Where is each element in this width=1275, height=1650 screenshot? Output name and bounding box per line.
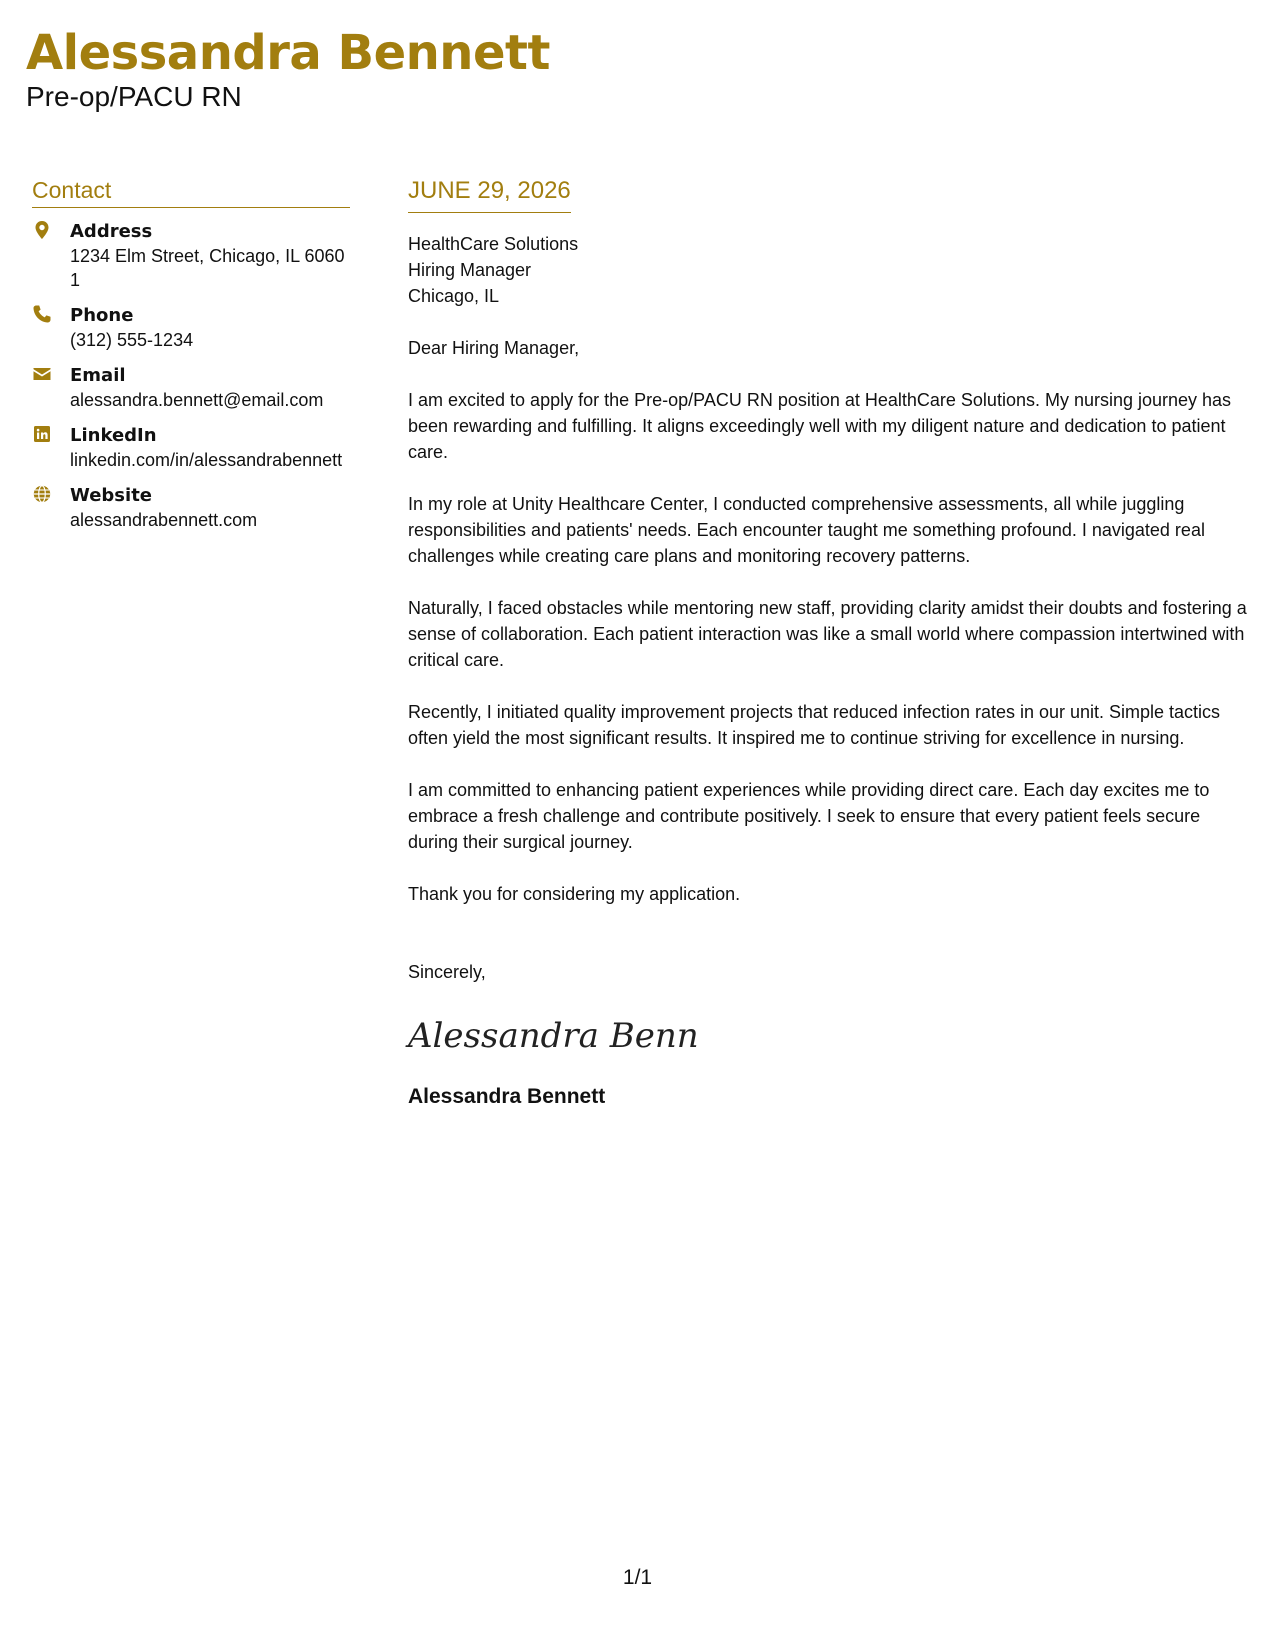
globe-icon xyxy=(32,484,56,508)
closing: Sincerely, xyxy=(408,962,486,982)
email-label: Email xyxy=(70,365,126,386)
phone-label: Phone xyxy=(70,305,134,326)
paragraph: Naturally, I faced obstacles while mentoring new staff, providing clarity amidst their doubts and fostering a sense of collaboration. Each patient interaction was like a small world where compassion intertwined with critical care. xyxy=(408,598,1247,670)
phone-value: (312) 555-1234 xyxy=(70,330,194,350)
signer-name: Alessandra Bennett xyxy=(408,1085,606,1108)
website-value: alessandrabennett.com xyxy=(70,510,258,530)
contact-list xyxy=(32,220,350,532)
linkedin-icon xyxy=(32,424,56,448)
map-pin-icon xyxy=(32,220,56,244)
letter-body xyxy=(408,176,1248,1111)
paragraph: I am committed to enhancing patient experiences while providing direct care. Each day excites me to embrace a fresh challenge and contribute positively. I seek to ensure that every patient feels secure during their surgical journey. xyxy=(408,780,1210,852)
contact-item-address xyxy=(32,220,350,292)
phone-icon xyxy=(32,304,56,328)
recipient-block xyxy=(408,231,1248,309)
contact-item-email xyxy=(32,364,350,412)
letter-date: JUNE 29, 2026 xyxy=(408,176,571,213)
linkedin-label: LinkedIn xyxy=(70,425,157,446)
contact-item-phone xyxy=(32,304,350,352)
address-label: Address xyxy=(70,221,153,242)
contact-item-linkedin xyxy=(32,424,350,472)
linkedin-value: linkedin.com/in/alessandrabennett xyxy=(70,450,343,470)
paragraph: Thank you for considering my application. xyxy=(408,884,741,904)
recipient-location: Chicago, IL xyxy=(408,286,500,306)
envelope-icon xyxy=(32,364,56,388)
applicant-name: Alessandra Bennett xyxy=(26,25,550,81)
contact-section-title: Contact xyxy=(32,176,350,208)
signature-text: Alessandra Benn xyxy=(408,1016,699,1056)
paragraph: I am excited to apply for the Pre-op/PACU RN position at HealthCare Solutions. My nursing journey has been rewarding and fulfilling. It aligns exceedingly well with my diligent nature and dedication to patient care. xyxy=(408,390,1232,462)
email-value: alessandra.bennett@email.com xyxy=(70,390,324,410)
paragraph: In my role at Unity Healthcare Center, I conducted comprehensive assessments, all while juggling responsibilities and patients' needs. Each encounter taught me something profound. I navigated real challenges while creating care plans and monitoring recovery patterns. xyxy=(408,494,1205,566)
contact-sidebar xyxy=(32,176,350,544)
recipient-company: HealthCare Solutions xyxy=(408,234,579,254)
applicant-role: Pre-op/PACU RN xyxy=(26,81,242,112)
signature-image xyxy=(408,1007,1248,1061)
page-number: 1/1 xyxy=(622,1566,653,1589)
website-label: Website xyxy=(70,485,153,506)
recipient-title: Hiring Manager xyxy=(408,260,532,280)
header xyxy=(26,22,550,114)
contact-item-website xyxy=(32,484,350,532)
address-value: 1234 Elm Street, Chicago, IL 60601 xyxy=(70,246,345,290)
paragraph: Recently, I initiated quality improvement projects that reduced infection rates in our unit. Simple tactics often yield the most significant results. It inspired me to continue striving for excellence in nursing. xyxy=(408,702,1221,748)
salutation: Dear Hiring Manager, xyxy=(408,338,580,358)
